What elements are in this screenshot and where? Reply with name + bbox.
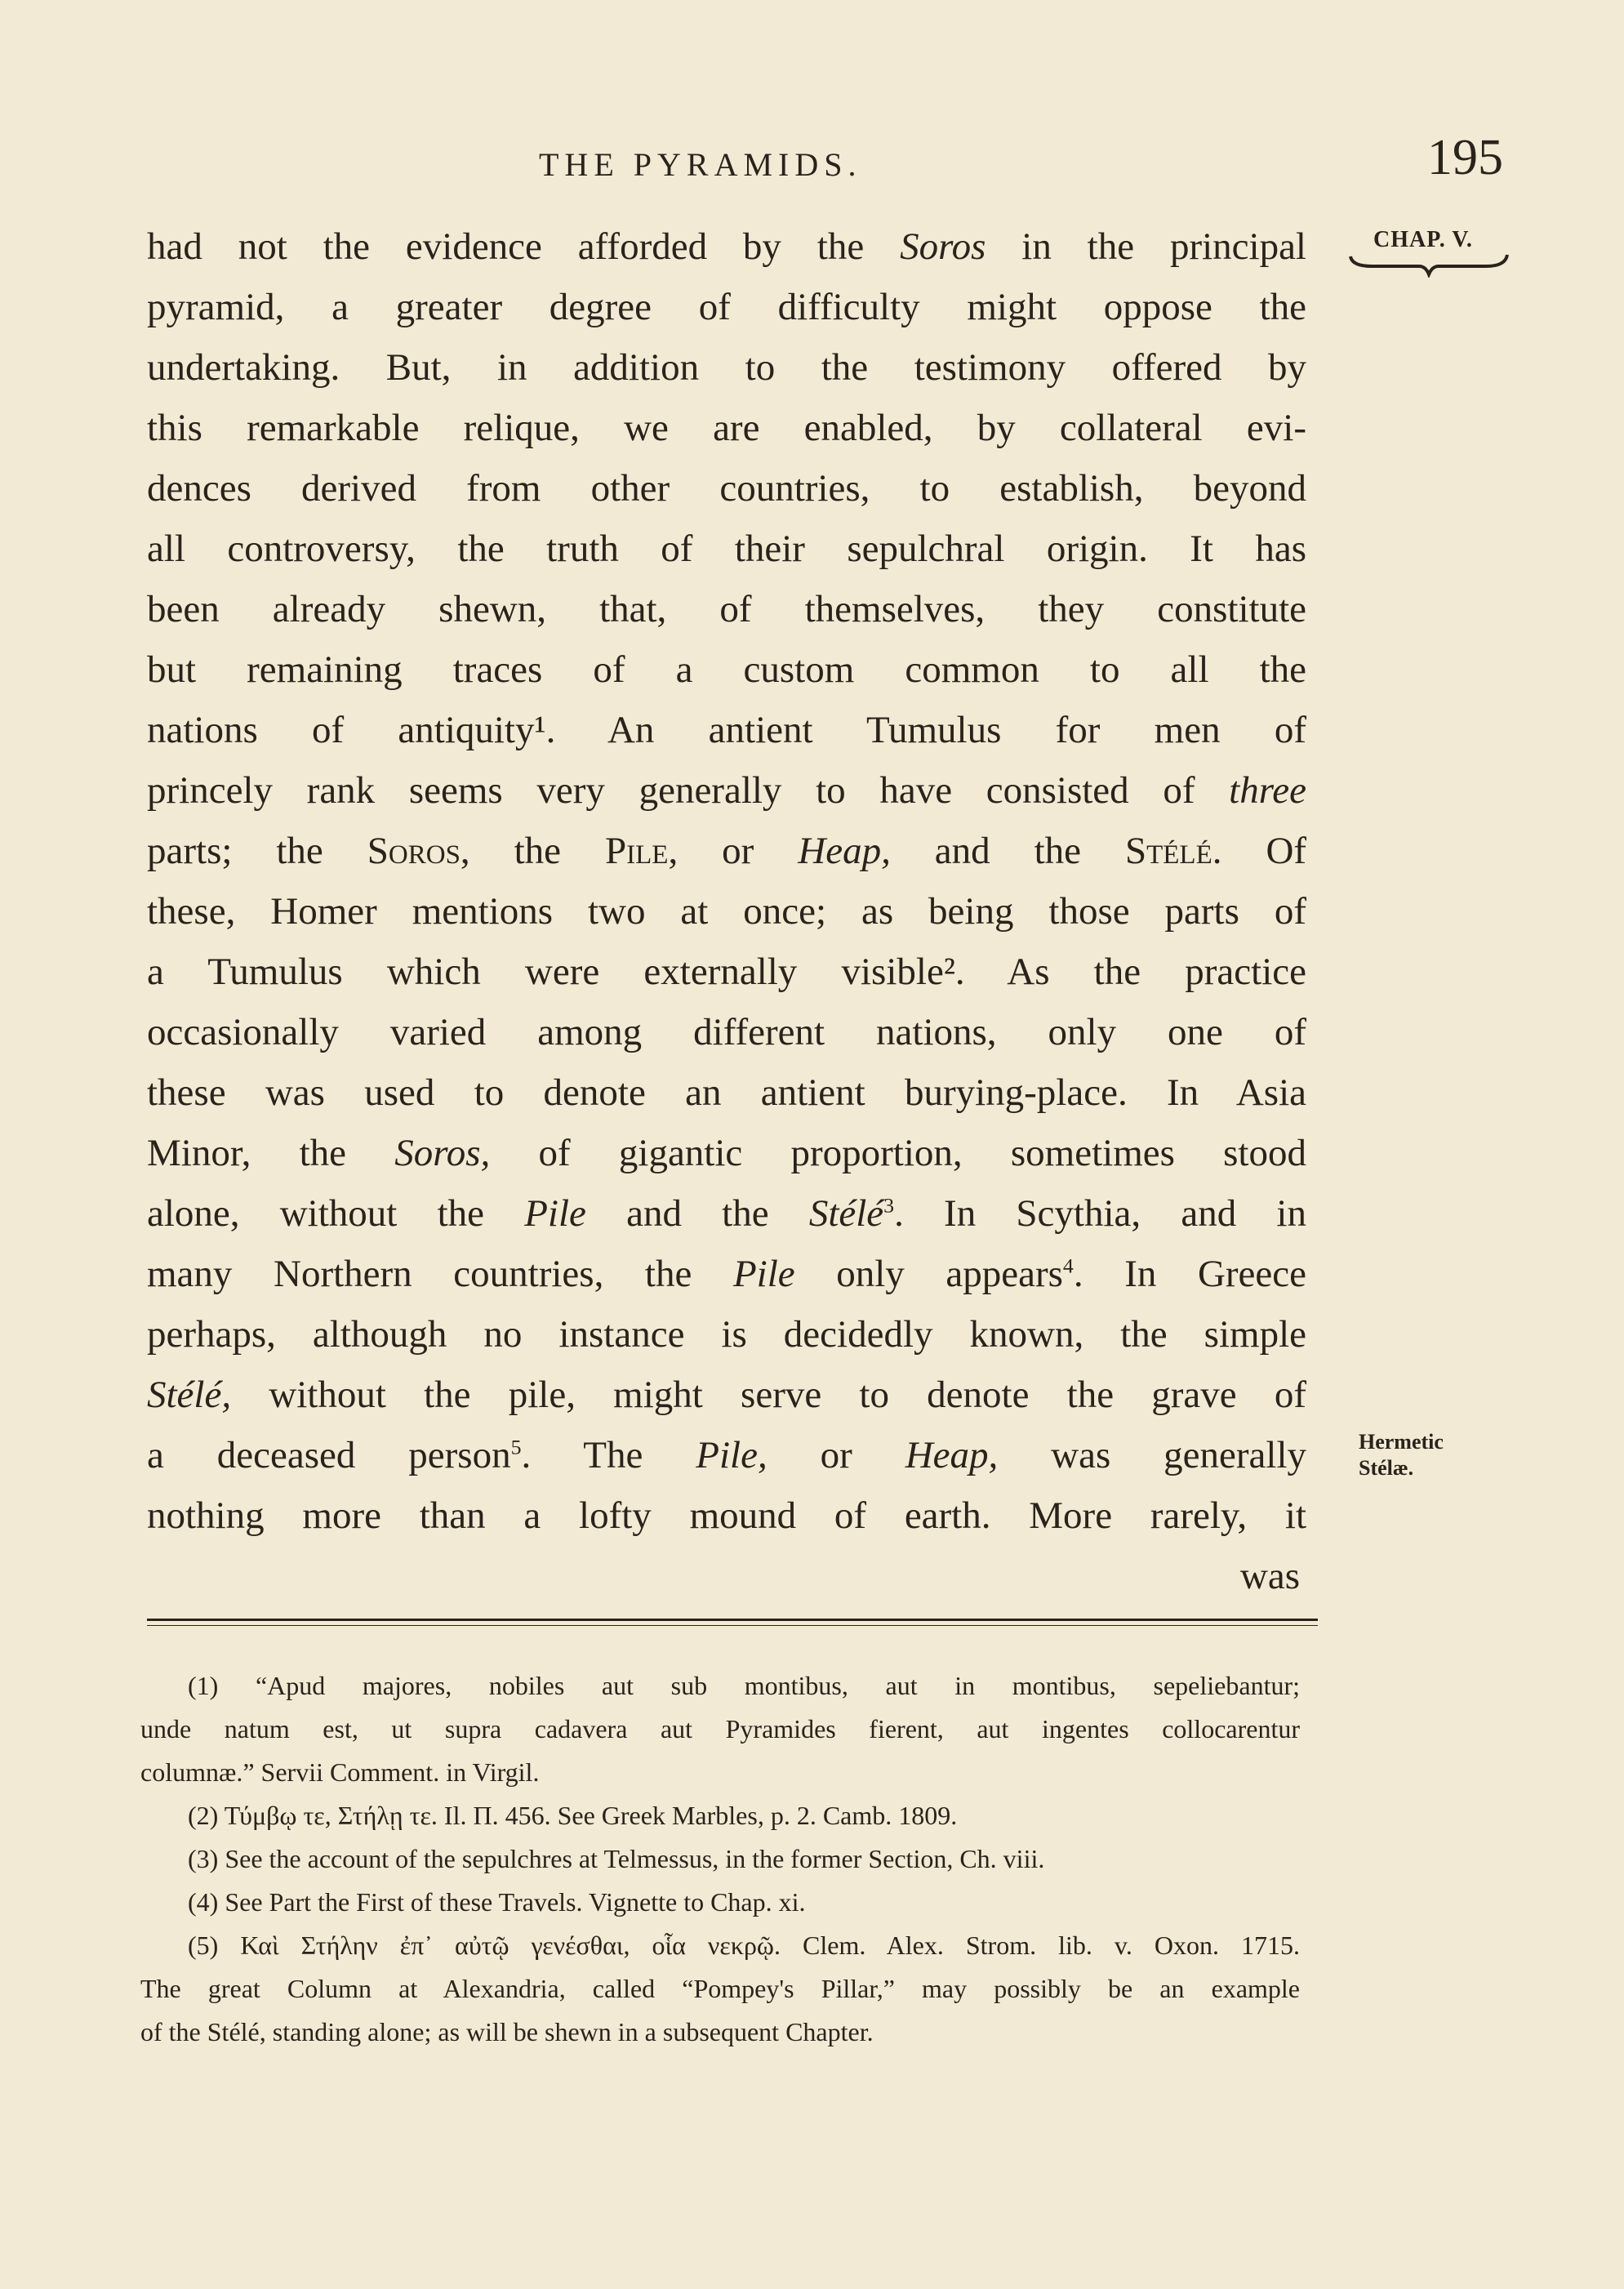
footnote-5-line: The great Column at Alexandria, called “Pompey's Pillar,” may possibly be an example <box>140 1974 1300 2003</box>
catchword: was <box>1239 1555 1300 1597</box>
text-line: many Northern countries, the Pile only appears$^4$. In Greece <box>147 1253 1306 1295</box>
chapter-label: CHAP. V. <box>1373 227 1473 252</box>
text-line: nations of antiquity¹. An antient Tumulus for men of <box>147 709 1306 751</box>
margin-note-line: Hermetic <box>1359 1430 1444 1454</box>
text-line: this remarkable relique, we are enabled, by collateral evi- <box>147 407 1306 449</box>
footnotes <box>140 1664 1300 2054</box>
text-line: occasionally varied among different nations, only one of <box>147 1011 1306 1053</box>
footnote-5-line: of the Stélé, standing alone; as will be shewn in a subsequent Chapter. <box>140 2017 874 2046</box>
footnote-4: (4) See Part the First of these Travels. Vignette to Chap. xi. <box>188 1887 806 1917</box>
running-title: THE PYRAMIDS. <box>539 146 862 183</box>
text-line: had not the evidence afforded by the Soros in the principal <box>147 225 1306 268</box>
text-line: these was used to denote an antient burying-place. In Asia <box>147 1071 1306 1114</box>
footnote-1-line: unde natum est, ut supra cadavera aut Pyramides fierent, aut ingentes collocarentur <box>140 1714 1300 1743</box>
text-line: dences derived from other countries, to establish, beyond <box>147 467 1306 510</box>
text-line: been already shewn, that, of themselves, they constitute <box>147 588 1306 630</box>
text-line: alone, without the Pile and the Stélé$^3$. In Scythia, and in <box>147 1192 1306 1235</box>
margin-note-line: Stélæ. <box>1359 1456 1414 1480</box>
footnote-1-line: columnæ.” Servii Comment. in Virgil. <box>140 1757 540 1787</box>
footnote-5-line: (5) Καὶ Στήλην ἐπ᾽ αὐτῷ γενέσθαι, οἷα νεκρῷ. Clem. Alex. Strom. lib. v. Oxon. 1715. <box>188 1931 1301 1960</box>
footnote-3: (3) See the account of the sepulchres at Telmessus, in the former Section, Ch. viii. <box>188 1844 1045 1873</box>
main-text <box>147 216 1306 1606</box>
text-line: these, Homer mentions two at once; as being those parts of <box>147 890 1306 933</box>
text-line: all controversy, the truth of their sepulchral origin. It has <box>147 528 1306 570</box>
footnote-2: (2) Τύμβῳ τε, Στήλῃ τε. Il. Π. 456. See Greek Marbles, p. 2. Camb. 1809. <box>188 1801 958 1830</box>
text-line: a Tumulus which were externally visible². As the practice <box>147 951 1306 993</box>
text-line: princely rank seems very generally to have consisted of three <box>147 769 1306 812</box>
text-line: nothing more than a lofty mound of earth. More rarely, it <box>147 1494 1306 1537</box>
text-line: pyramid, a greater degree of difficulty might oppose the <box>147 286 1306 328</box>
page-number: 195 <box>1427 130 1503 185</box>
footnote-rule <box>147 1619 1318 1621</box>
margin-note <box>1359 1429 1444 1481</box>
chapter-brace-icon <box>1347 250 1511 278</box>
text-line: perhaps, although no instance is decidedly known, the simple <box>147 1313 1306 1356</box>
text-line: undertaking. But, in addition to the testimony offered by <box>147 346 1306 389</box>
text-line: Minor, the Soros, of gigantic proportion, sometimes stood <box>147 1132 1306 1174</box>
footnote-rule-thin <box>147 1625 1318 1626</box>
footnote-1-line: (1) “Apud majores, nobiles aut sub montibus, aut in montibus, sepeliebantur; <box>188 1671 1301 1700</box>
text-line: Stélé, without the pile, might serve to denote the grave of <box>147 1374 1306 1416</box>
text-line: parts; the Soros, the Pile, or Heap, and the Stélé. Of <box>147 830 1307 872</box>
text-line: a deceased person$^5$. The Pile, or Heap, was generally <box>147 1434 1306 1476</box>
text-line: but remaining traces of a custom common to all the <box>147 648 1306 691</box>
